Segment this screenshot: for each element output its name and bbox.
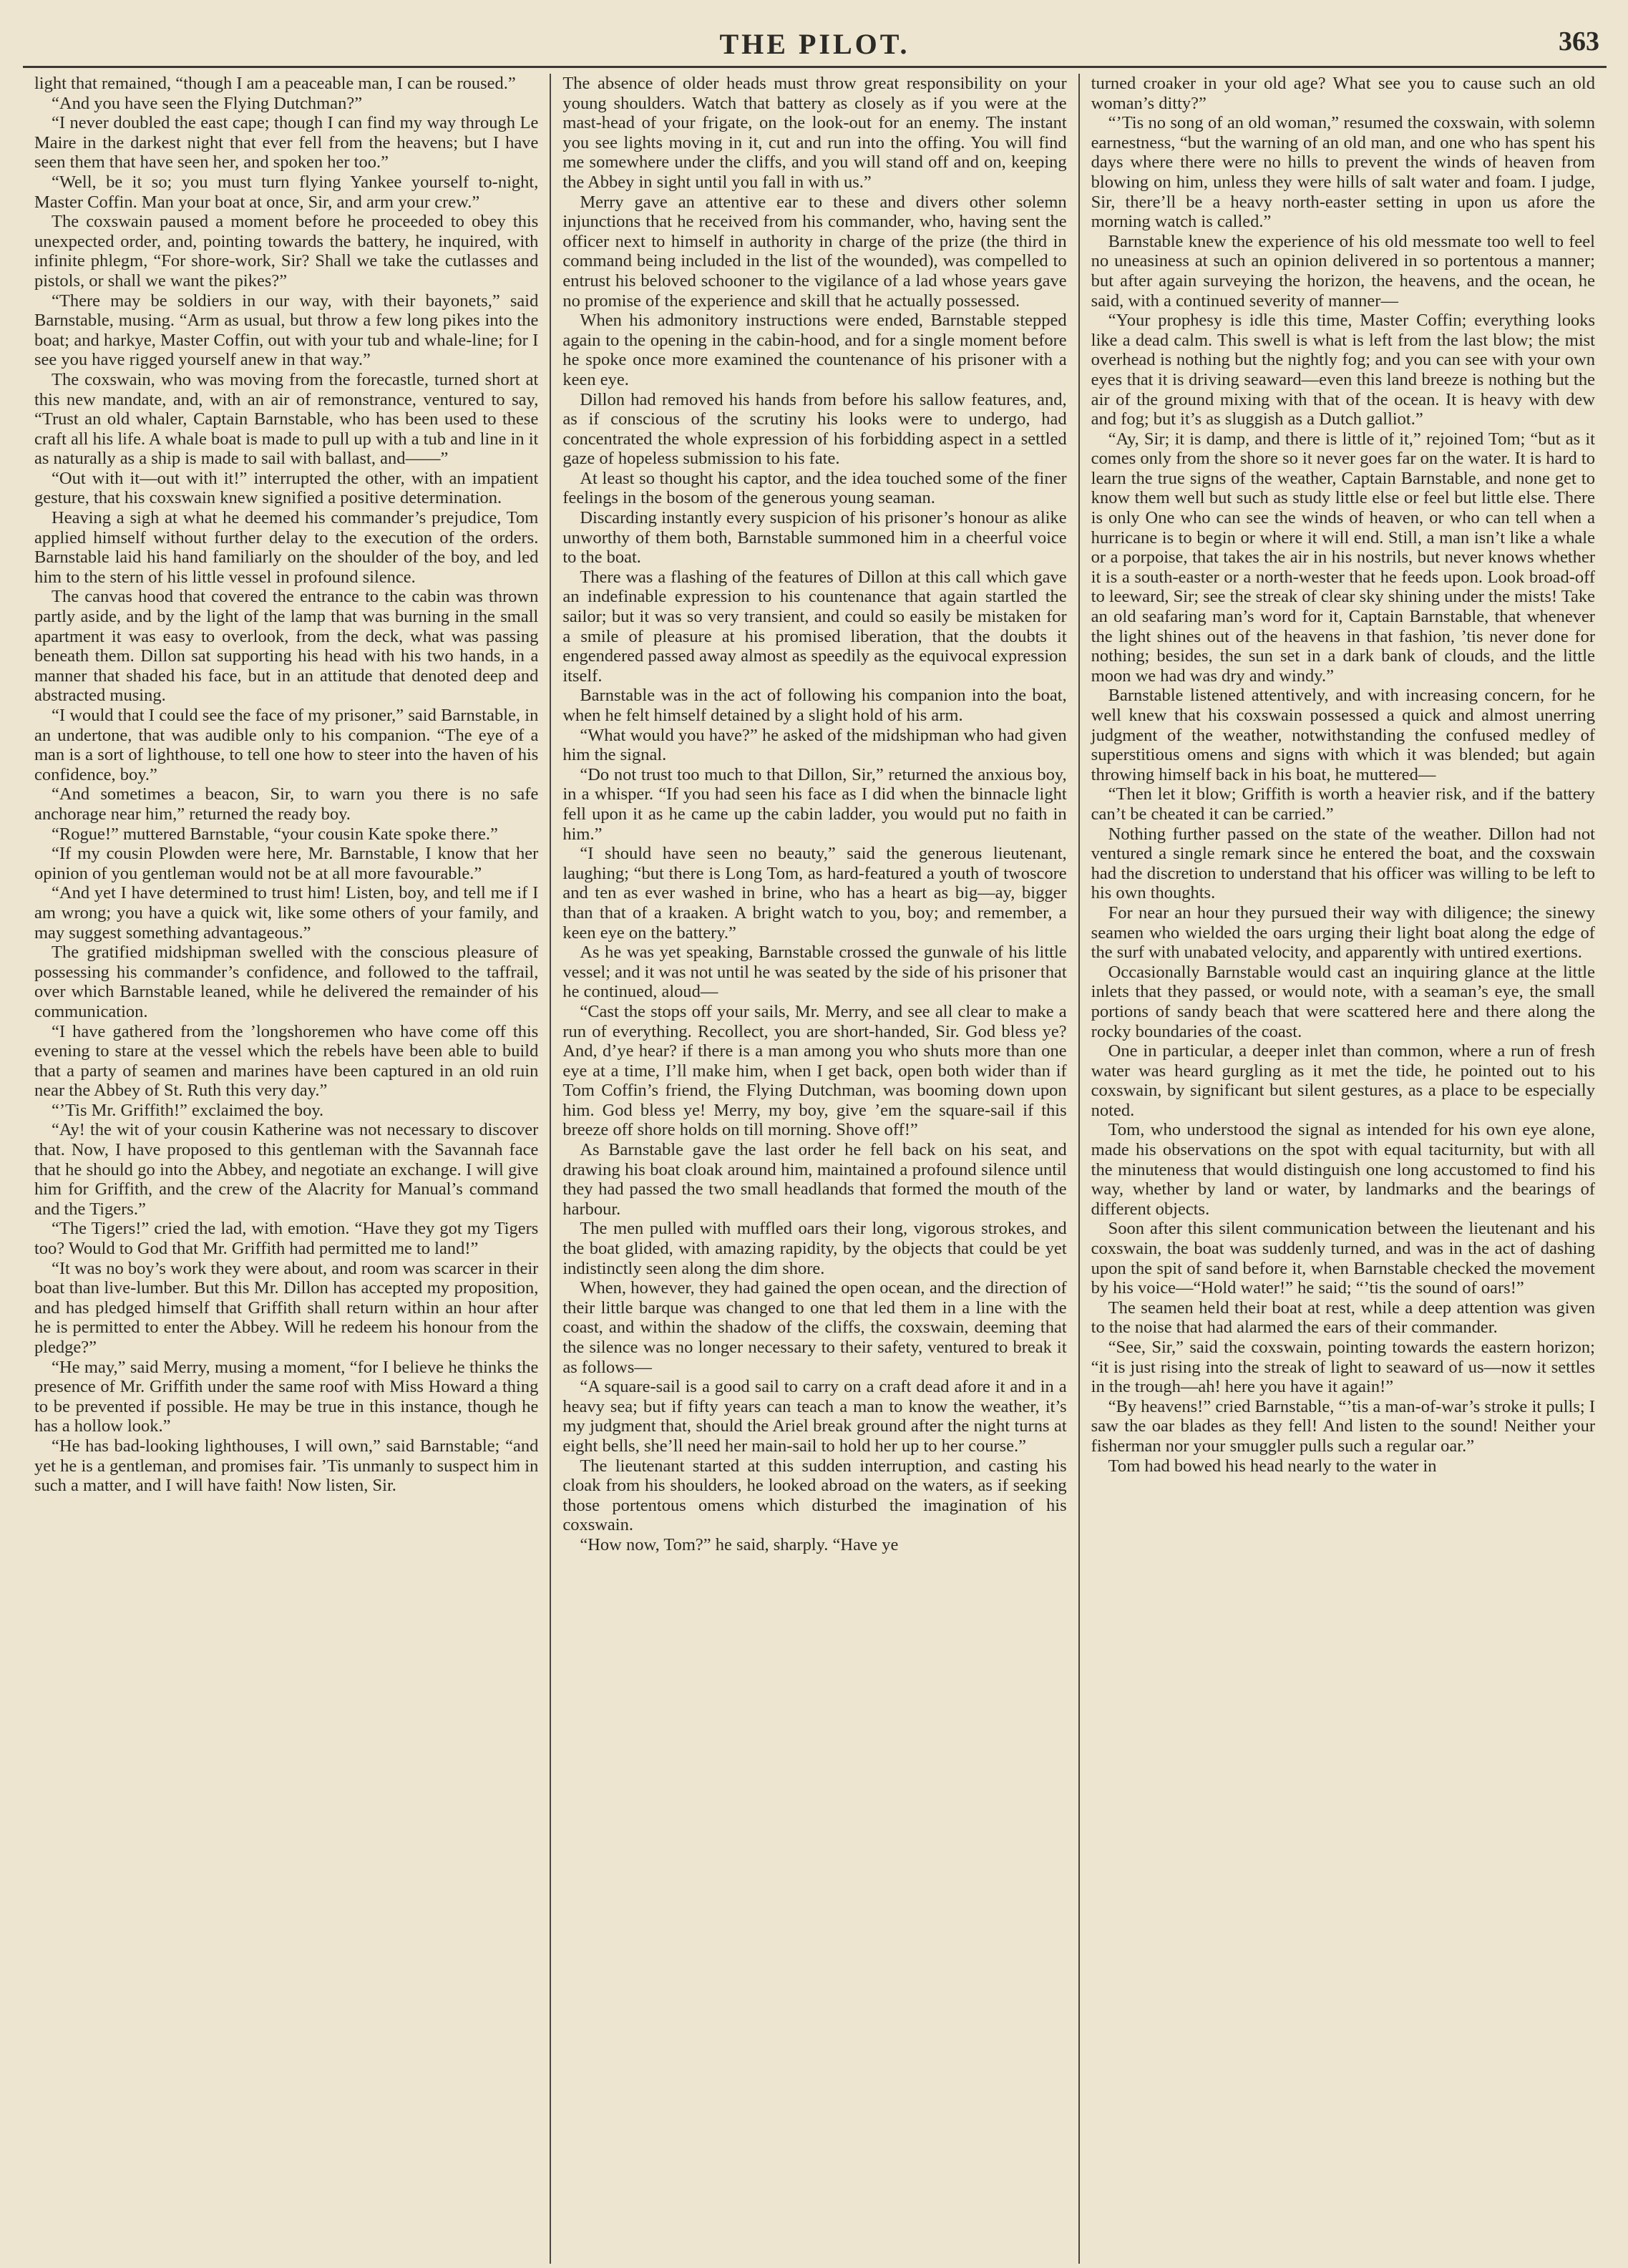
paragraph: The canvas hood that covered the entrance to the cabin was thrown partly aside, and by the light of the lamp that was burning in the small apartment it was easy to overlook, from the deck, what was passing beneath them. Dillon sat supporting his head with his two hands, in a manner that shaded his face, but in an attitude that denoted deep and abstracted musing. [34,587,539,706]
paragraph: “How now, Tom?” he said, sharply. “Have ye [580,1534,899,1554]
paragraph: Occasionally Barnstable would cast an inquiring glance at the little inlets that they passed, or would note, with a seaman’s eye, the small portions of sandy beach that were scattered here and there along the rocky boundaries of the coast. [1091,962,1595,1041]
paragraph: “Out with it—out with it!” interrupted the other, with an impatient gesture, that his coxswain knew signified a positive determination. [34,468,539,508]
paragraph: “See, Sir,” said the coxswain, pointing towards the eastern horizon; “it is just rising into the streak of light to seaward of us—now it settles in the trough—ah! here you have it again!” [1091,1338,1595,1397]
paragraph: The men pulled with muffled oars their long, vigorous strokes, and the boat glided, with amazing rapidity, by the objects that could be yet indistinctly seen along the dim shore. [562,1219,1067,1278]
paragraph: “It was no boy’s work they were about, and room was scarcer in their boat than live-lumber. But this Mr. Dillon has accepted my proposition, and has pledged himself that Griffith shall return within an hour after he is permitted to enter the Abbey. Will he redeem his honour from the pledge?” [34,1258,539,1357]
text-columns [23,74,1607,2264]
paragraph: The absence of older heads must throw great responsibility on your young shoulders. Watch that battery as closely as if you were at the mast-head of your frigate, on the look-out for an enemy. The instant you see lights moving in it, cut and run into the offing. You will find me somewhere under the cliffs, and you will stand off and on, keeping the Abbey in sight until you fall in with us.” [562,74,1067,192]
paragraph: Dillon had removed his hands from before his sallow features, and, as if conscious of the scrutiny his looks were to undergo, had concentrated the whole expression of his forbidding aspect in a settled gaze of hopeless submission to his fate. [562,389,1067,469]
paragraph: “What would you have?” he asked of the midshipman who had given him the signal. [562,725,1067,765]
paragraph: “If my cousin Plowden were here, Mr. Barnstable, I know that her opinion of you gentleman would not be at all more favourable.” [34,844,539,883]
paragraph: As Barnstable gave the last order he fell back on his seat, and drawing his boat cloak around him, maintained a profound silence until they had passed the two small headlands that formed the mouth of the harbour. [562,1140,1067,1219]
paragraph: When, however, they had gained the open ocean, and the direction of their little barque was changed to one that led them in a line with the coast, and within the shadow of the cliffs, the coxswain, deeming that the silence was no longer necessary to their safety, ventured to break it as follows— [562,1278,1067,1377]
paragraph: “Ay, Sir; it is damp, and there is little of it,” rejoined Tom; “but as it comes only from the shore so it never goes far on the water. It is hard to learn the true signs of the weather, Captain Barnstable, and none get to know them well but such as study little else or feel but little else. There is only One who can see the winds of heaven, or who can tell when a hurricane is to begin or where it will end. Still, a man isn’t like a whale or a porpoise, that takes the air in his nostrils, but never knows whether it is a south-easter or a north-wester that he feeds upon. Look broad-off to leeward, Sir; see the streak of clear sky shining under the mists! Take an old seafaring man’s word for it, Captain Barnstable, that whenever the light shines out of the heavens in that fashion, ’tis never done for nothing; besides, the sun set in a dark bank of clouds, and the little moon we had was dry and windy.” [1091,429,1595,686]
paragraph: “The Tigers!” cried the lad, with emotion. “Have they got my Tigers too? Would to God that Mr. Griffith had permitted me to land!” [34,1219,539,1259]
paragraph: “A square-sail is a good sail to carry on a craft dead afore it and in a heavy sea; but if fifty years can teach a man to know the weather, it’s my judgment that, should the Ariel break ground after the night turns at eight bells, she’ll need her main-sail to hold her up to her course.” [562,1377,1067,1456]
paragraph: For near an hour they pursued their way with diligence; the sinewy seamen who wielded the oars urging their light boat along the edge of the surf with unabated velocity, and apparently with untired exertions. [1091,902,1595,963]
paragraph: “I never doubled the east cape; though I can find my way through Le Maire in the darkest night that ever fell from the heavens; but I have seen them that have seen her, and spoken her too.” [34,113,539,172]
paragraph: “Rogue!” muttered Barnstable, “your cousin Kate spoke there.” [52,824,498,844]
paragraph: “There may be soldiers in our way, with their bayonets,” said Barnstable, musing. “Arm as usual, but throw a few long pikes into the boat; and harkye, Master Coffin, out with your tub and whale-line; for I see you have rigged yourself anew in that way.” [34,291,539,370]
paragraph: “I have gathered from the ’longshoremen who have come off this evening to stare at the vessel which the rebels have been able to build that a party of seamen and marines have been captured in an old ruin near the Abbey of St. Ruth this very day.” [34,1021,539,1101]
paragraph: The seamen held their boat at rest, while a deep attention was given to the noise that had alarmed the ears of their commander. [1091,1298,1595,1338]
running-title: THE PILOT. [719,28,910,60]
paragraph: “Cast the stops off your sails, Mr. Merry, and see all clear to make a run of everything. Recollect, you are short-handed, Sir. God bless ye? And, d’ye hear? if there is a man among you who shuts more than one eye at a time, I’ll make him, when I get back, open both wider than if Tom Coffin’s friend, the Flying Dutchman, was booming down upon him. God bless ye! Merry, my boy, give ’em the square-sail if this breeze off shore holds on till morning. Shove off!” [562,1001,1067,1140]
paragraph: “And you have seen the Flying Dutchman?” [52,93,363,113]
paragraph: “By heavens!” cried Barnstable, “’tis a man-of-war’s stroke it pulls; I saw the oar blades as they fell! And listen to the sound! Neither your fisherman nor your smuggler pulls such a regular oar.” [1091,1396,1595,1456]
paragraph: Nothing further passed on the state of the weather. Dillon had not ventured a single remark since he entered the boat, and the coxswain had the discretion to understand that his officer was willing to be left to his own thoughts. [1091,824,1595,903]
column-3 [1078,74,1607,2264]
paragraph: “And sometimes a beacon, Sir, to warn you there is no safe anchorage near him,” returned the ready boy. [34,784,539,824]
paragraph: “I would that I could see the face of my prisoner,” said Barnstable, in an undertone, that was audible only to his companion. “The eye of a man is a sort of lighthouse, to tell one how to steer into the haven of his confidence, boy.” [34,706,539,784]
paragraph: At least so thought his captor, and the idea touched some of the finer feelings in the bosom of the generous young seaman. [562,468,1067,508]
paragraph: The coxswain paused a moment before he proceeded to obey this unexpected order, and, pointing towards the battery, he inquired, with infinite phlegm, “For shore-work, Sir? Shall we take the cutlasses and pistols, or shall we want the pikes?” [34,212,539,291]
paragraph: “Do not trust too much to that Dillon, Sir,” returned the anxious boy, in a whisper. “If you had seen his face as I did when the binnacle light fell upon it as he came up the cabin ladder, you would put no faith in him.” [562,764,1067,844]
paragraph: The coxswain, who was moving from the forecastle, turned short at this new mandate, and, with an air of remonstrance, ventured to say, “Trust an old whaler, Captain Barnstable, who has been used to these craft all his life. A whale boat is made to pull up with a tub and line in it as naturally as a ship is made to sail with ballast, and——” [34,369,539,469]
paragraph: Barnstable was in the act of following his companion into the boat, when he felt himself detained by a slight hold of his arm. [562,686,1067,725]
paragraph: “Then let it blow; Griffith is worth a heavier risk, and if the battery can’t be cheated it can be carried.” [1091,784,1595,824]
paragraph: “He may,” said Merry, musing a moment, “for I believe he thinks the presence of Mr. Griffith under the same roof with Miss Howard a thing to be prevented if possible. He may be true in this instance, though he has a hollow look.” [34,1357,539,1436]
paragraph: The lieutenant started at this sudden interruption, and casting his cloak from his shoulders, he looked abroad on the waters, as if seeking those portentous omens which disturbed the imagination of his coxswain. [562,1456,1067,1535]
paragraph: “’Tis no song of an old woman,” resumed the coxswain, with solemn earnestness, “but the warning of an old man, and one who has spent his days where there were no hills to prevent the winds of heaven from blowing on him, unless they were hills of salt water and foam. I judge, Sir, there’ll be a heavy north-easter setting in upon us afore the morning watch is called.” [1091,113,1595,232]
page-number: 363 [1559,26,1599,57]
paragraph: Tom had bowed his head nearly to the water in [1108,1456,1437,1476]
paragraph: Barnstable listened attentively, and with increasing concern, for he well knew that his coxswain possessed a quick and almost unerring judgment of the weather, notwithstanding the confused medley of superstitious omens and signs with which it was blended; but again throwing himself back in his boat, he muttered— [1091,686,1595,784]
paragraph: “Ay! the wit of your cousin Katherine was not necessary to discover that. Now, I have proposed to this gentleman with the Savannah face that he should go into the Abbey, and negotiate an exchange. I will give him for Griffith, and the crew of the Alacrity for Manual’s command and the Tigers.” [34,1120,539,1219]
paragraph: Merry gave an attentive ear to these and divers other solemn injunctions that he received from his commander, who, having sent the officer next to himself in authority in charge of the prize (the third in command being included in the list of the wounded), was compelled to entrust his beloved schooner to the vigilance of a lad whose years gave no promise of the experience and skill that he actually possessed. [562,192,1067,311]
paragraph: “Well, be it so; you must turn flying Yankee yourself to-night, Master Coffin. Man your boat at once, Sir, and arm your crew.” [34,172,539,212]
paragraph: turned croaker in your old age? What see you to cause such an old woman’s ditty?” [1091,74,1595,113]
paragraph: Heaving a sigh at what he deemed his commander’s prejudice, Tom applied himself without further delay to the execution of the orders. Barnstable laid his hand familiarly on the shoulder of the boy, and led him to the stern of his little vessel in profound silence. [34,508,539,587]
paragraph: Soon after this silent communication between the lieutenant and his coxswain, the boat was suddenly turned, and was in the act of dashing upon the spit of sand before it, when Barnstable checked the movement by his voice—“Hold water!” he said; “’tis the sound of oars!” [1091,1219,1595,1298]
paragraph: “I should have seen no beauty,” said the generous lieutenant, laughing; “but there is Long Tom, as hard-featured a youth of twoscore and ten as ever washed in brine, who has a heart as big—ay, bigger than that of a kraaken. A bright watch to you, boy; and remember, a keen eye on the battery.” [562,844,1067,943]
paragraph: “He has bad-looking lighthouses, I will own,” said Barnstable; “and yet he is a gentleman, and promises fair. ’Tis unmanly to suspect him in such a matter, and I will have faith! Now listen, Sir. [34,1436,539,1496]
paragraph: The gratified midshipman swelled with the conscious pleasure of possessing his commander’s confidence, and followed to the taffrail, over which Barnstable leaned, while he delivered the remainder of his communication. [34,943,539,1021]
paragraph: light that remained, “though I am a peaceable man, I can be roused.” [34,74,516,93]
paragraph: “Your prophesy is idle this time, Master Coffin; everything looks like a dead calm. This swell is what is left from the last blow; the mist overhead is nothing but the nightly fog; and you can see with your own eyes that it is driving seaward—even this land breeze is nothing but the air of the ground mixing with that of the ocean. It is heavy with dew and fog; but it’s as sluggish as a Dutch galliot.” [1091,311,1595,429]
paragraph: Barnstable knew the experience of his old messmate too well to feel no uneasiness at such an opinion delivered in so portentous a manner; but after again surveying the horizon, the heavens, and the ocean, he said, with a continued severity of manner— [1091,231,1595,311]
paragraph: Tom, who understood the signal as intended for his own eye alone, made his observations on the spot with equal taciturnity, but with all the minuteness that would distinguish one long accustomed to find his way, whether by land or water, by landmarks and the bearings of different objects. [1091,1120,1595,1219]
paragraph: Discarding instantly every suspicion of his prisoner’s honour as alike unworthy of them both, Barnstable summoned him in a cheerful voice to the boat. [562,508,1067,568]
paragraph: “’Tis Mr. Griffith!” exclaimed the boy. [52,1100,324,1120]
paragraph: There was a flashing of the features of Dillon at this call which gave an indefinable expression to his countenance that again startled the sailor; but it was so very transient, and could so easily be mistaken for a smile of pleasure at his promised liberation, that the doubts it engendered passed away almost as speedily as the equivocal expression itself. [562,567,1067,686]
paragraph: As he was yet speaking, Barnstable crossed the gunwale of his little vessel; and it was not until he was seated by the side of his prisoner that he continued, aloud— [562,943,1067,1002]
page-header [23,20,1607,68]
column-2 [550,74,1078,2264]
paragraph: One in particular, a deeper inlet than common, where a run of fresh water was heard gurgling as it met the tide, he pointed out to his coxswain, by significant but silent gestures, as a place to be especially noted. [1091,1041,1595,1120]
paragraph: “And yet I have determined to trust him! Listen, boy, and tell me if I am wrong; you have a quick wit, like some others of your family, and may suggest something advantageous.” [34,883,539,943]
paragraph: When his admonitory instructions were ended, Barnstable stepped again to the opening in the cabin-hood, and for a single moment before he spoke once more examined the countenance of his prisoner with a keen eye. [562,311,1067,389]
column-1 [23,74,550,2264]
